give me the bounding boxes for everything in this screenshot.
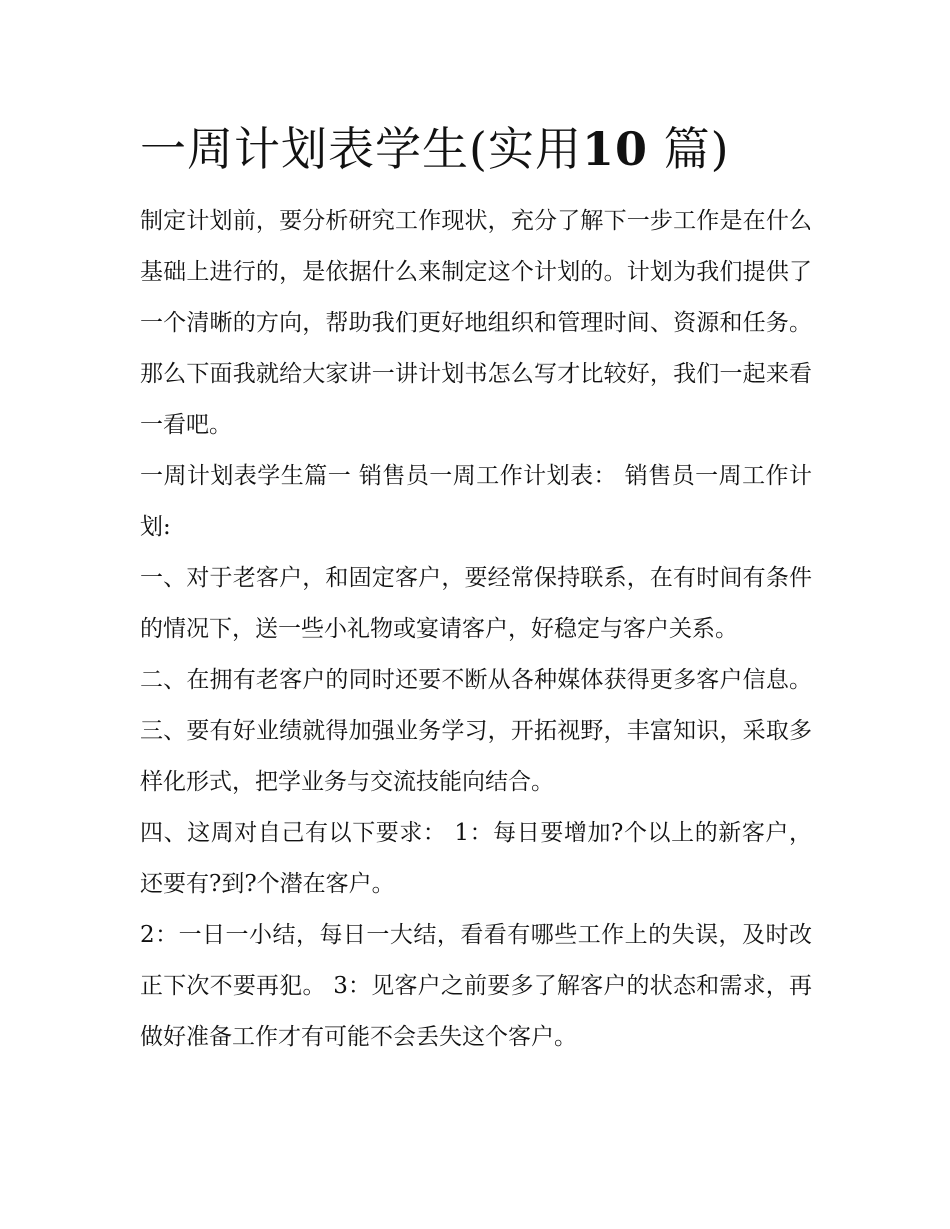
title-suffix: 篇) bbox=[663, 122, 730, 176]
document-title bbox=[140, 118, 840, 180]
paragraph-plan-heading: 一周计划表学生篇一 销售员一周工作计划表： 销售员一周工作计划: bbox=[140, 463, 812, 540]
title-number: 10 bbox=[581, 122, 648, 176]
paragraph-item-4: 四、这周对自己有以下要求： 1：每日要增加?个以上的新客户，还要有?到?个潜在客户。 bbox=[140, 820, 812, 897]
paragraph-requirements: 2：一日一小结，每日一大结，看看有哪些工作上的失误，及时改正下次不要再犯。 3：见客户之前要多了解客户的状态和需求，再做好准备工作才有可能不会丢失这个客户。 bbox=[140, 922, 812, 1050]
paragraph-item-1: 一、对于老客户，和固定客户，要经常保持联系，在有时间有条件的情况下，送一些小礼物或宴请客户，好稳定与客户关系。 bbox=[140, 565, 812, 642]
paragraph-intro: 制定计划前，要分析研究工作现状，充分了解下一步工作是在什么基础上进行的，是依据什么来制定这个计划的。计划为我们提供了一个清晰的方向，帮助我们更好地组织和管理时间、资源和任务。那么下面我就给大家讲一讲计划书怎么写才比较好，我们一起来看一看吧。 bbox=[140, 208, 812, 438]
paragraph-item-2-3: 二、在拥有老客户的同时还要不断从各种媒体获得更多客户信息。 三、要有好业绩就得加强业务学习，开拓视野，丰富知识，采取多样化形式，把学业务与交流技能向结合。 bbox=[140, 667, 812, 795]
document-body bbox=[140, 196, 812, 1063]
title-prefix: 一周计划表学生(实用 bbox=[140, 122, 582, 176]
